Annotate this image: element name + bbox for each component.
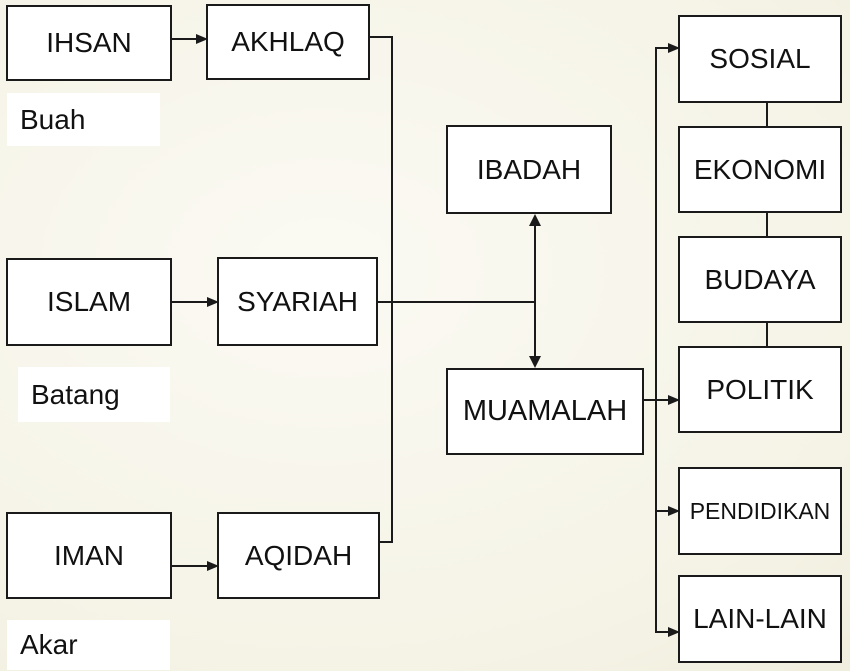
node-akhlaq [206, 4, 370, 80]
node-iman-label: IMAN [54, 539, 124, 571]
node-ibadah-label: IBADAH [476, 153, 582, 185]
node-iman [6, 512, 172, 599]
ground-label-batang [18, 367, 170, 422]
connector-right-rail [656, 48, 668, 632]
node-sosial [678, 15, 842, 103]
node-pendidikan [678, 467, 842, 555]
ground-label-akar [7, 620, 170, 670]
node-islam-label: ISLAM [46, 286, 132, 317]
arrowhead-to-muamalah [529, 356, 541, 368]
node-sosial-label: SOSIAL [709, 43, 811, 74]
node-akhlaq-label: AKHLAQ [231, 26, 345, 57]
node-budaya-label: BUDAYA [704, 263, 816, 295]
node-ekonomi-label: EKONOMI [693, 153, 827, 185]
node-pendidikan-label: PENDIDIKAN [689, 497, 831, 524]
ground-label-batang-text: Batang [31, 378, 120, 410]
node-syariah [217, 257, 378, 346]
node-aqidah-label: AQIDAH [244, 539, 353, 571]
node-aqidah [217, 512, 380, 599]
ground-label-buah-text: Buah [20, 103, 86, 135]
ground-label-buah [7, 93, 160, 146]
arrowhead-to-ibadah [529, 214, 541, 226]
node-ihsan-label: IHSAN [46, 27, 132, 58]
node-lain-lain [678, 575, 842, 663]
node-muamalah-label: MUAMALAH [462, 395, 628, 427]
node-syariah-label: SYARIAH [237, 285, 358, 317]
node-politik [678, 346, 842, 433]
node-islam [6, 258, 172, 346]
node-budaya [678, 236, 842, 323]
node-ekonomi [678, 126, 842, 213]
node-politik-label: POLITIK [706, 373, 814, 405]
node-ibadah [446, 125, 612, 214]
node-lain-lain-label: LAIN-LAIN [693, 603, 827, 634]
node-ihsan [6, 5, 172, 81]
node-muamalah [446, 368, 644, 455]
ground-label-akar-text: Akar [20, 629, 78, 660]
